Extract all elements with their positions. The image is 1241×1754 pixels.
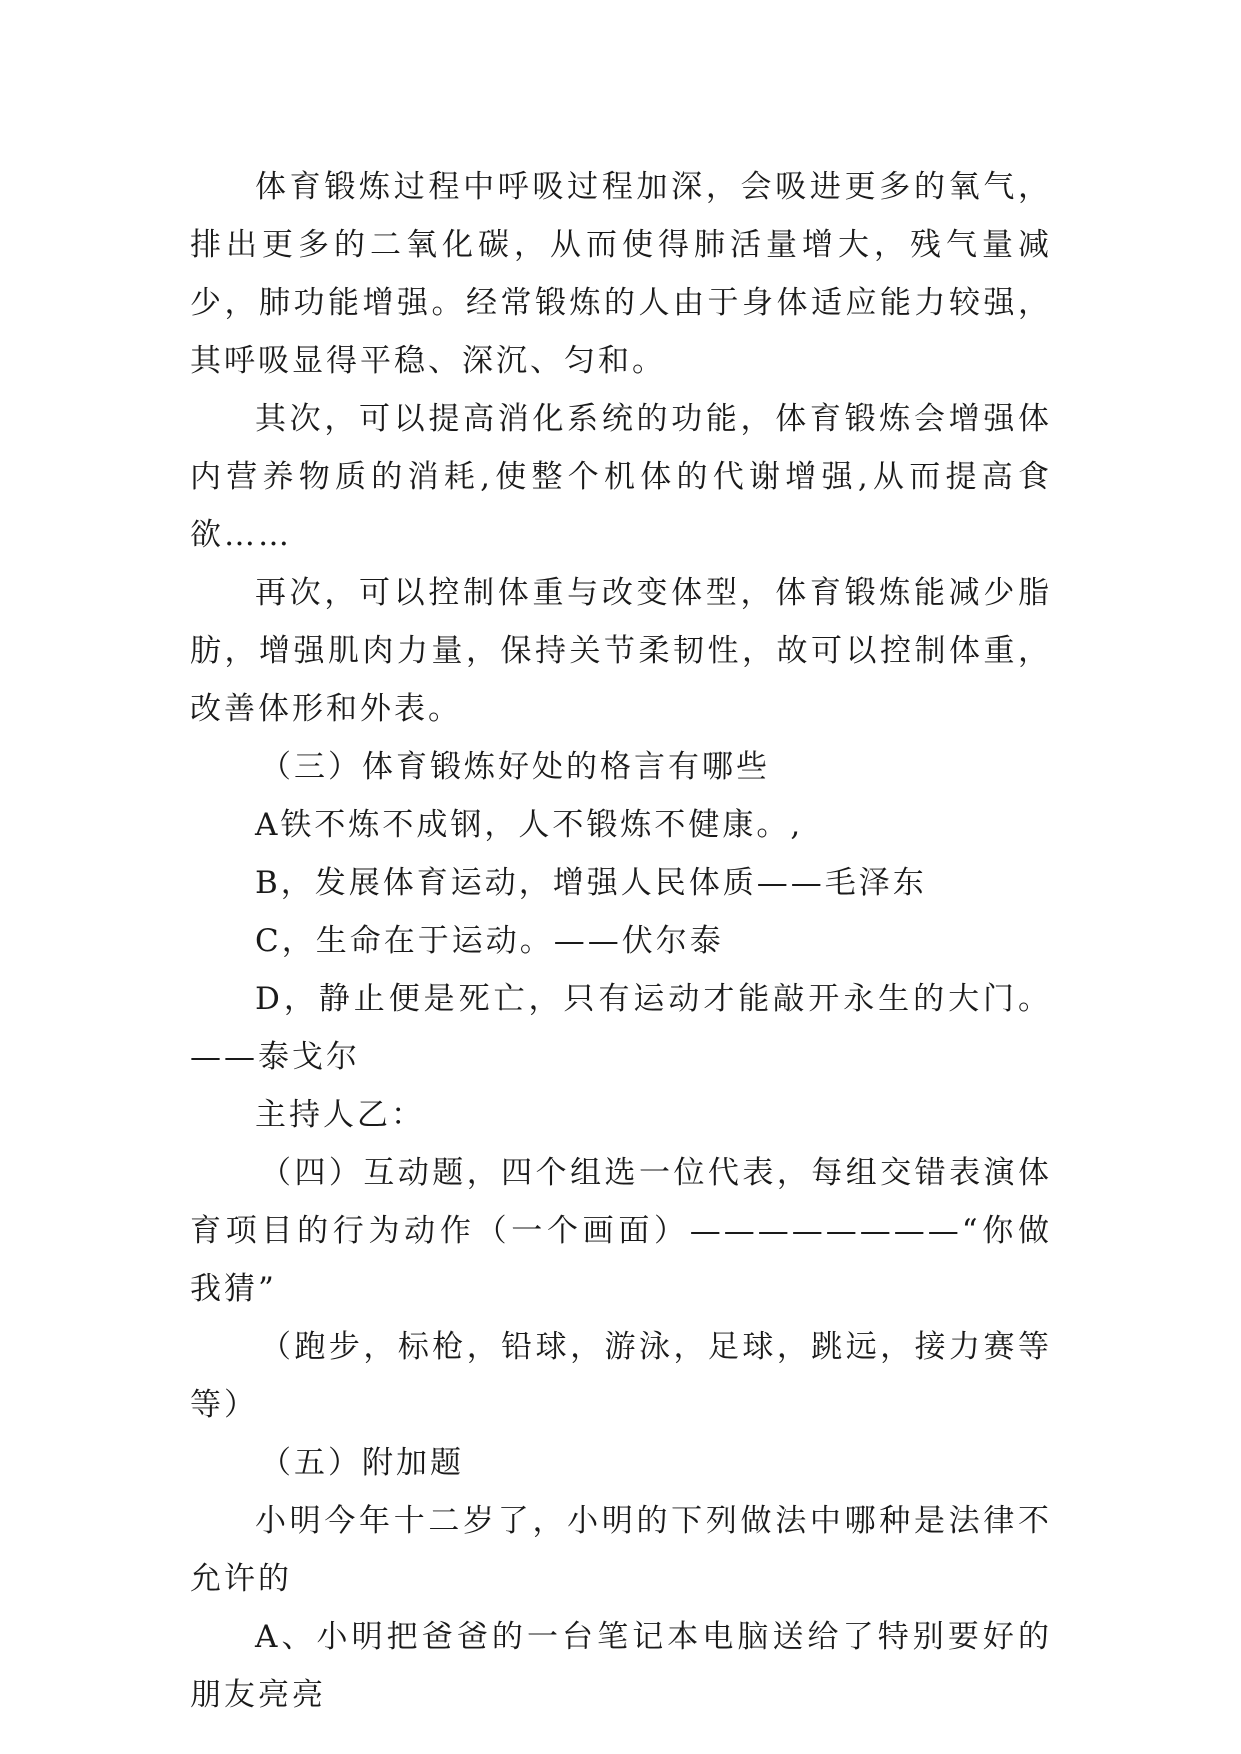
- motto-d: D，静止便是死亡，只有运动才能敲开永生的大门。——泰戈尔: [190, 981, 1052, 1075]
- sports-list: （跑步，标枪，铅球，游泳，足球，跳远，接力赛等等）: [190, 1329, 1052, 1423]
- host-b-label: 主持人乙：: [255, 1097, 425, 1133]
- paragraph-breathing: 体育锻炼过程中呼吸过程加深，会吸进更多的氧气，排出更多的二氧化碳，从而使得肺活量增大，残气量减少，肺功能增强。经常锻炼的人由于身体适应能力较强，其呼吸显得平稳、深沉、匀和。: [190, 169, 1052, 379]
- motto-b: B，发展体育运动，增强人民体质——毛泽东: [255, 865, 927, 901]
- section-heading-mottos: （三）体育锻炼好处的格言有哪些: [260, 749, 770, 785]
- paragraph-digestion: 其次，可以提高消化系统的功能，体育锻炼会增强体内营养物质的消耗,使整个机体的代谢增强,从而提高食欲……: [190, 401, 1052, 553]
- bonus-option-a: A、小明把爸爸的一台笔记本电脑送给了特别要好的朋友亮亮: [190, 1619, 1052, 1713]
- document-body: [190, 158, 1052, 1724]
- motto-c: C，生命在于运动。——伏尔泰: [255, 923, 724, 959]
- motto-a: A铁不炼不成钢，人不锻炼不健康。,: [255, 807, 804, 843]
- section-interactive-question: （四）互动题，四个组选一位代表，每组交错表演体育项目的行为动作（一个画面）————————“你做我猜”: [190, 1155, 1052, 1307]
- paragraph-weight-control: 再次，可以控制体重与改变体型，体育锻炼能减少脂肪，增强肌肉力量，保持关节柔韧性，故可以控制体重，改善体形和外表。: [190, 575, 1052, 727]
- bonus-question-text: 小明今年十二岁了，小明的下列做法中哪种是法律不允许的: [190, 1503, 1052, 1597]
- section-bonus-question: （五）附加题: [260, 1445, 464, 1481]
